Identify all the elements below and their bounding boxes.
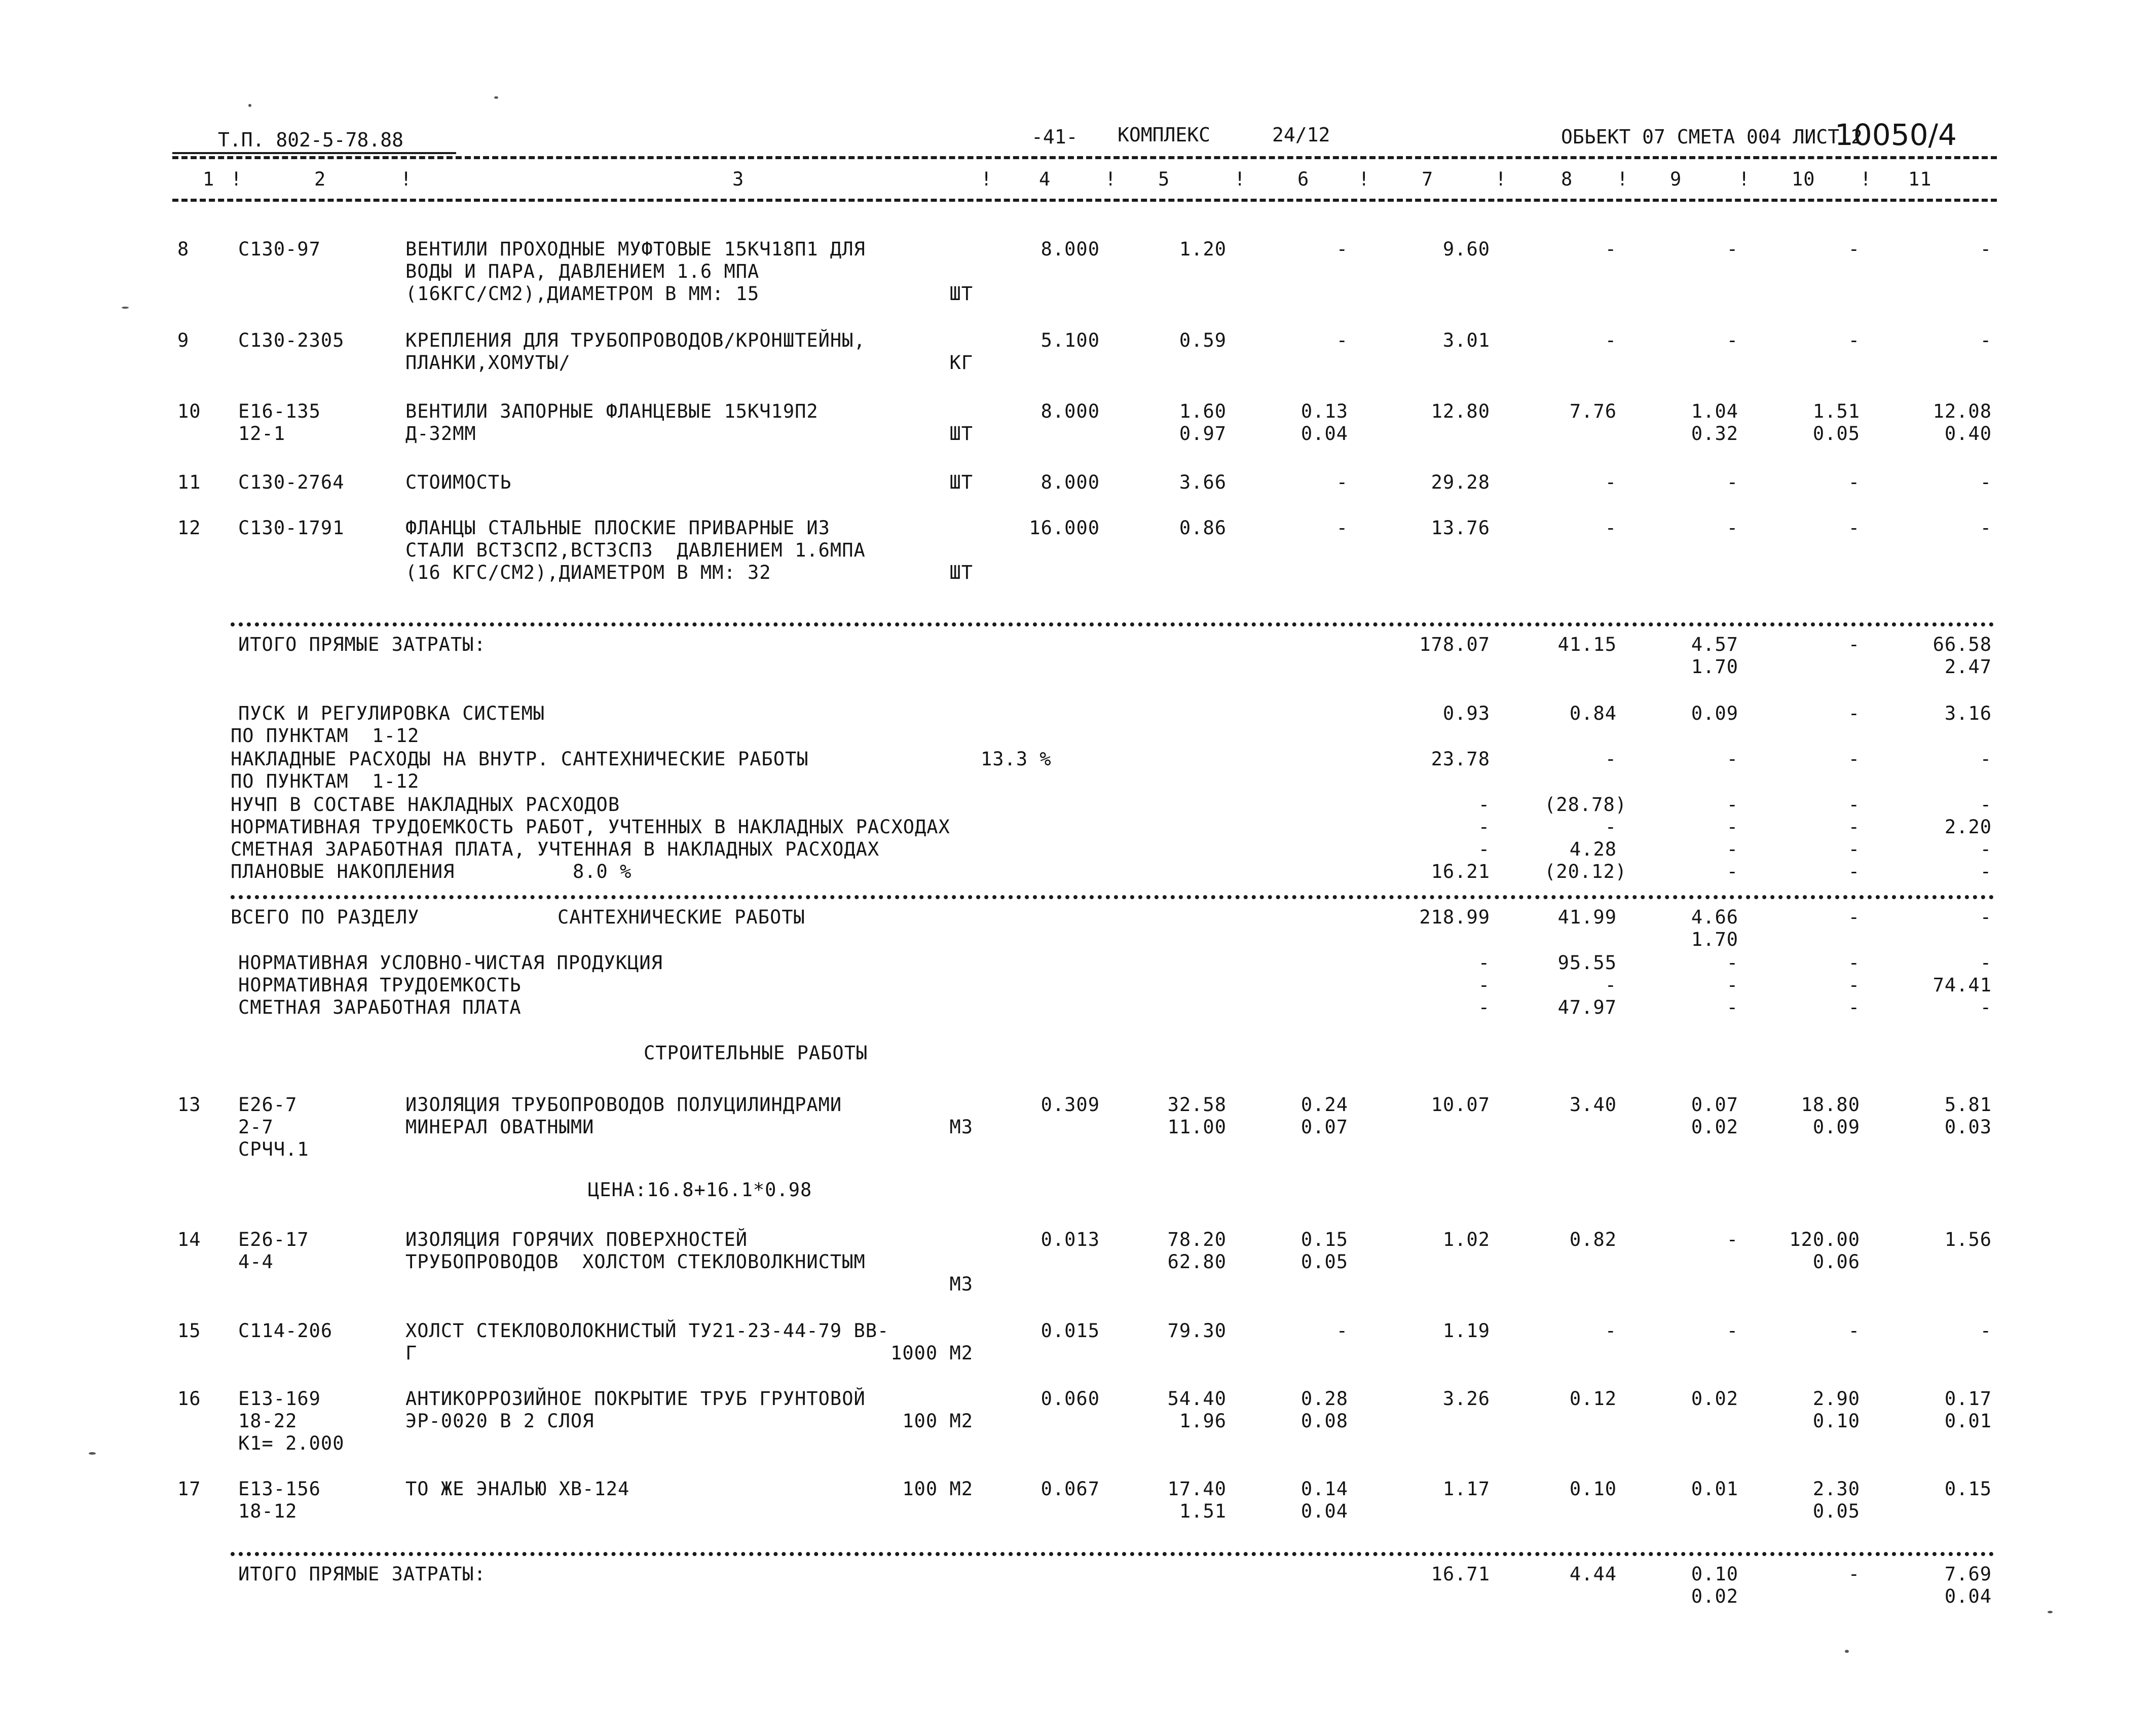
item-quantity: 8.000: [1041, 400, 1100, 422]
item-c10: 1.51: [1812, 400, 1860, 422]
price-note: ЦЕНА:16.8+16.1*0.98: [588, 1179, 812, 1201]
totals2-c9b: 0.02: [1691, 1585, 1738, 1607]
doc-code-underline: [172, 152, 456, 154]
item-c6: 0.08: [1301, 1410, 1348, 1432]
item-c10: 0.05: [1812, 1500, 1860, 1522]
item-c6: 0.24: [1301, 1094, 1348, 1116]
item-description: ВЕНТИЛИ ЗАПОРНЫЕ ФЛАНЦЕВЫЕ 15КЧ19П2: [405, 400, 819, 422]
col-header-5: 5: [1158, 168, 1170, 190]
item-c11: 0.17: [1944, 1388, 1992, 1410]
object-label: ОБЬЕКТ 07 СМЕТА 004 ЛИСТ 2: [1561, 126, 1863, 148]
item-code: 18-12: [238, 1500, 298, 1522]
section-total-c9a: 4.66: [1691, 906, 1738, 928]
totals2-c10: -: [1848, 1563, 1860, 1585]
section-total-c11: -: [1980, 906, 1992, 928]
item-c7: 1.19: [1442, 1320, 1490, 1342]
totals2-c9a: 0.10: [1691, 1563, 1738, 1585]
item-c8: 7.76: [1569, 400, 1617, 422]
norm-prod-c9: -: [1726, 952, 1738, 974]
item-c10: 0.05: [1812, 423, 1860, 445]
item-c8: -: [1605, 1320, 1617, 1342]
col-separators: !: [231, 168, 243, 190]
wage-oh-c9: -: [1726, 838, 1738, 860]
item-c5: 1.51: [1179, 1500, 1227, 1522]
item-c8: -: [1605, 471, 1617, 493]
item-c9: -: [1726, 1320, 1738, 1342]
item-c5: 0.59: [1179, 329, 1227, 351]
overhead-c11: -: [1980, 748, 1992, 770]
norm-labor-c9: -: [1726, 974, 1738, 996]
item-quantity: 8.000: [1041, 471, 1100, 493]
item-c8: -: [1605, 329, 1617, 351]
savings-c11: -: [1980, 861, 1992, 882]
item-c11: 1.56: [1944, 1229, 1992, 1250]
item-description: ТРУБОПРОВОДОВ ХОЛСТОМ СТЕКЛОВОЛКНИСТЫМ: [405, 1251, 866, 1273]
wage-oh-c10: -: [1848, 838, 1860, 860]
item-c5: 62.80: [1167, 1251, 1227, 1273]
item-description: ИЗОЛЯЦИЯ ГОРЯЧИХ ПОВЕРХНОСТЕЙ: [405, 1229, 748, 1250]
item-number: 12: [177, 517, 201, 539]
item-c9: 0.32: [1691, 423, 1738, 445]
doc-code: Т.П. 802-5-78.88: [218, 129, 404, 151]
item-code: СРЧЧ.1: [238, 1138, 309, 1160]
item-quantity: 8.000: [1041, 238, 1100, 260]
item-code: 18-22: [238, 1410, 298, 1432]
item-description: ФЛАНЦЫ СТАЛЬНЫЕ ПЛОСКИЕ ПРИВАРНЫЕ ИЗ: [405, 517, 830, 539]
totals2-c11b: 0.04: [1944, 1585, 1992, 1607]
col-header-4: 4: [1039, 168, 1051, 190]
section-total-c10: -: [1848, 906, 1860, 928]
col-separators: !: [1860, 168, 1872, 190]
item-c10: 2.90: [1812, 1388, 1860, 1410]
item-c6: -: [1336, 517, 1348, 539]
wage-oh-c7: -: [1478, 838, 1490, 860]
item-c11: 0.03: [1944, 1116, 1992, 1138]
item-c9: -: [1726, 1229, 1738, 1250]
col-separators: !: [1105, 168, 1117, 190]
savings-c9: -: [1726, 861, 1738, 882]
overhead-label: НАКЛАДНЫЕ РАСХОДЫ НА ВНУТР. САНТЕХНИЧЕСКИЕ РАБОТЫ: [231, 748, 809, 770]
item-quantity: 0.067: [1041, 1478, 1100, 1500]
item-c5: 0.86: [1179, 517, 1227, 539]
pusk-c8: 0.84: [1569, 703, 1617, 724]
scan-speck: [1845, 1650, 1849, 1653]
item-number: 16: [177, 1388, 201, 1410]
item-c5: 54.40: [1167, 1388, 1227, 1410]
item-code: С130-2305: [238, 329, 345, 351]
item-c6: 0.05: [1301, 1251, 1348, 1273]
item-c5: 1.20: [1179, 238, 1227, 260]
totals1-c7: 178.07: [1419, 634, 1490, 655]
item-c8: 0.12: [1569, 1388, 1617, 1410]
rule-top: [172, 156, 1997, 159]
item-quantity: 0.309: [1041, 1094, 1100, 1116]
item-quantity: 0.013: [1041, 1229, 1100, 1250]
item-c9: 0.01: [1691, 1478, 1738, 1500]
item-c6: 0.04: [1301, 423, 1348, 445]
item-description: ЭР-0020 В 2 СЛОЯ: [405, 1410, 595, 1432]
item-quantity: 5.100: [1041, 329, 1100, 351]
norm-labor-c8: -: [1605, 974, 1617, 996]
norm-wage-c10: -: [1848, 996, 1860, 1018]
item-unit: 100 М2: [902, 1478, 973, 1500]
item-number: 10: [177, 400, 201, 422]
item-c10: 2.30: [1812, 1478, 1860, 1500]
item-c9: -: [1726, 517, 1738, 539]
complex-code: 24/12: [1272, 124, 1330, 146]
section2-title: СТРОИТЕЛЬНЫЕ РАБОТЫ: [644, 1042, 868, 1064]
item-c6: -: [1336, 1320, 1348, 1342]
item-unit: ШТ: [949, 423, 973, 445]
norm-labor-c7: -: [1478, 974, 1490, 996]
col-header-2: 2: [314, 168, 326, 190]
labor-oh-c8: -: [1605, 816, 1617, 838]
col-header-3: 3: [732, 168, 745, 190]
item-description: СТОИМОСТЬ: [405, 471, 512, 493]
item-number: 11: [177, 471, 201, 493]
item-code: С130-1791: [238, 517, 345, 539]
wage-oh-label: СМЕТНАЯ ЗАРАБОТНАЯ ПЛАТА, УЧТЕННАЯ В НАКЛАДНЫХ РАСХОДАХ: [231, 838, 880, 860]
overhead-pct: 13.3 %: [981, 748, 1052, 770]
item-number: 15: [177, 1320, 201, 1342]
item-c6: -: [1336, 238, 1348, 260]
item-c7: 3.26: [1442, 1388, 1490, 1410]
dotted-separator: [231, 622, 1994, 626]
col-separators: !: [1234, 168, 1246, 190]
norm-prod-c7: -: [1478, 952, 1490, 974]
pusk-c11: 3.16: [1944, 703, 1992, 724]
item-c7: 12.80: [1431, 400, 1490, 422]
totals2-label: ИТОГО ПРЯМЫЕ ЗАТРАТЫ:: [238, 1563, 486, 1585]
item-description: (16 КГС/СМ2),ДИАМЕТРОМ В ММ: 32: [405, 562, 771, 583]
scan-speck: [122, 307, 129, 309]
item-c6: 0.14: [1301, 1478, 1348, 1500]
item-description: ХОЛСТ СТЕКЛОВОЛОКНИСТЫЙ ТУ21-23-44-79 ВВ-: [405, 1320, 889, 1342]
col-header-10: 10: [1792, 168, 1815, 190]
col-header-1: 1: [203, 168, 215, 190]
col-header-9: 9: [1670, 168, 1682, 190]
pusk-c10: -: [1848, 703, 1860, 724]
nuchp-c9: -: [1726, 794, 1738, 816]
savings-c10: -: [1848, 861, 1860, 882]
item-code: Е26-7: [238, 1094, 298, 1116]
item-c5: 79.30: [1167, 1320, 1227, 1342]
item-number: 17: [177, 1478, 201, 1500]
item-c6: -: [1336, 471, 1348, 493]
totals1-label: ИТОГО ПРЯМЫЕ ЗАТРАТЫ:: [238, 634, 486, 655]
item-c11: 0.01: [1944, 1410, 1992, 1432]
norm-labor-label: НОРМАТИВНАЯ ТРУДОЕМКОСТЬ: [238, 974, 522, 996]
col-header-8: 8: [1561, 168, 1573, 190]
col-header-7: 7: [1422, 168, 1434, 190]
item-c10: 0.10: [1812, 1410, 1860, 1432]
item-code: С114-206: [238, 1320, 333, 1342]
item-c5: 0.97: [1179, 423, 1227, 445]
item-c6: 0.04: [1301, 1500, 1348, 1522]
item-c9: 1.04: [1691, 400, 1738, 422]
overhead-c8: -: [1605, 748, 1617, 770]
wage-oh-c11: -: [1980, 838, 1992, 860]
item-c11: 0.40: [1944, 423, 1992, 445]
item-c9: 0.02: [1691, 1388, 1738, 1410]
item-quantity: 0.015: [1041, 1320, 1100, 1342]
item-code: Е13-156: [238, 1478, 321, 1500]
scan-speck: [89, 1452, 96, 1455]
labor-oh-label: НОРМАТИВНАЯ ТРУДОЕМКОСТЬ РАБОТ, УЧТЕННЫХ В НАКЛАДНЫХ РАСХОДАХ: [231, 816, 950, 838]
savings-c8: (20.12): [1544, 861, 1627, 882]
col-separators: !: [981, 168, 993, 190]
item-description: ИЗОЛЯЦИЯ ТРУБОПРОВОДОВ ПОЛУЦИЛИНДРАМИ: [405, 1094, 842, 1116]
norm-labor-c10: -: [1848, 974, 1860, 996]
item-code: 4-4: [238, 1251, 274, 1273]
item-c11: 5.81: [1944, 1094, 1992, 1116]
col-separators: !: [1495, 168, 1507, 190]
item-number: 8: [177, 238, 190, 260]
item-c8: -: [1605, 517, 1617, 539]
item-number: 9: [177, 329, 190, 351]
rule-header-bottom: [172, 199, 1997, 202]
item-description: КРЕПЛЕНИЯ ДЛЯ ТРУБОПРОВОДОВ/КРОНШТЕЙНЫ,: [405, 329, 866, 351]
section-total-label: ВСЕГО ПО РАЗДЕЛУ: [231, 906, 420, 928]
item-c10: -: [1848, 329, 1860, 351]
nuchp-c7: -: [1478, 794, 1490, 816]
wage-oh-c8: 4.28: [1569, 838, 1617, 860]
totals1-c9b: 1.70: [1691, 656, 1738, 678]
totals1-c11b: 2.47: [1944, 656, 1992, 678]
col-header-6: 6: [1297, 168, 1310, 190]
nuchp-label: НУЧП В СОСТАВЕ НАКЛАДНЫХ РАСХОДОВ: [231, 794, 620, 816]
item-number: 13: [177, 1094, 201, 1116]
norm-prod-c11: -: [1980, 952, 1992, 974]
norm-wage-c8: 47.97: [1557, 996, 1617, 1018]
norm-wage-c9: -: [1726, 996, 1738, 1018]
norm-wage-c11: -: [1980, 996, 1992, 1018]
labor-oh-c7: -: [1478, 816, 1490, 838]
item-c8: 0.10: [1569, 1478, 1617, 1500]
item-c10: 18.80: [1801, 1094, 1860, 1116]
item-quantity: 0.060: [1041, 1388, 1100, 1410]
dotted-separator: [231, 1552, 1994, 1556]
totals2-c11a: 7.69: [1944, 1563, 1992, 1585]
nuchp-c10: -: [1848, 794, 1860, 816]
overhead-c7: 23.78: [1431, 748, 1490, 770]
item-unit: ШТ: [949, 283, 973, 305]
item-c8: -: [1605, 238, 1617, 260]
item-unit: ШТ: [949, 471, 973, 493]
item-c10: -: [1848, 517, 1860, 539]
item-code: 2-7: [238, 1116, 274, 1138]
item-c7: 1.17: [1442, 1478, 1490, 1500]
item-c10: 120.00: [1789, 1229, 1860, 1250]
item-c9: -: [1726, 238, 1738, 260]
scan-speck: [2048, 1611, 2053, 1613]
item-c7: 29.28: [1431, 471, 1490, 493]
item-code: С130-97: [238, 238, 321, 260]
item-description: АНТИКОРРОЗИЙНОЕ ПОКРЫТИЕ ТРУБ ГРУНТОВОЙ: [405, 1388, 866, 1410]
item-c11: -: [1980, 238, 1992, 260]
item-c5: 1.60: [1179, 400, 1227, 422]
item-unit: 1000 М2: [890, 1342, 973, 1364]
section-total-c9b: 1.70: [1691, 929, 1738, 950]
item-description: СТАЛИ ВСТ3СП2,ВСТ3СП3 ДАВЛЕНИЕМ 1.6МПА: [405, 539, 866, 561]
col-separators: !: [400, 168, 413, 190]
page-label: -41-: [1031, 126, 1078, 148]
totals2-c7: 16.71: [1431, 1563, 1490, 1585]
item-c11: -: [1980, 517, 1992, 539]
item-description: Г: [405, 1342, 418, 1364]
item-c9: -: [1726, 329, 1738, 351]
item-c5: 11.00: [1167, 1116, 1227, 1138]
item-code: Е16-135: [238, 400, 321, 422]
dotted-separator: [231, 895, 1994, 899]
section-total-c7: 218.99: [1419, 906, 1490, 928]
pusk-label: ПУСК И РЕГУЛИРОВКА СИСТЕМЫ: [238, 703, 545, 724]
item-description: ВОДЫ И ПАРА, ДАВЛЕНИЕМ 1.6 МПА: [405, 261, 760, 282]
item-code: К1= 2.000: [238, 1432, 345, 1454]
item-c6: 0.28: [1301, 1388, 1348, 1410]
item-c5: 32.58: [1167, 1094, 1227, 1116]
pusk-c9: 0.09: [1691, 703, 1738, 724]
overhead-points: ПО ПУНКТАМ 1-12: [231, 770, 420, 792]
norm-prod-label: НОРМАТИВНАЯ УСЛОВНО-ЧИСТАЯ ПРОДУКЦИЯ: [238, 952, 663, 974]
item-c7: 13.76: [1431, 517, 1490, 539]
savings-c7: 16.21: [1431, 861, 1490, 882]
labor-oh-c11: 2.20: [1944, 816, 1992, 838]
item-c7: 9.60: [1442, 238, 1490, 260]
item-c5: 3.66: [1179, 471, 1227, 493]
item-c5: 1.96: [1179, 1410, 1227, 1432]
col-separators: !: [1358, 168, 1370, 190]
item-c11: 12.08: [1933, 400, 1992, 422]
totals1-c8: 41.15: [1557, 634, 1617, 655]
item-c6: 0.07: [1301, 1116, 1348, 1138]
item-c8: 0.82: [1569, 1229, 1617, 1250]
item-unit: ШТ: [949, 562, 973, 583]
norm-wage-c7: -: [1478, 996, 1490, 1018]
item-c10: 0.09: [1812, 1116, 1860, 1138]
item-c10: 0.06: [1812, 1251, 1860, 1273]
item-c5: 17.40: [1167, 1478, 1227, 1500]
nuchp-c11: -: [1980, 794, 1992, 816]
norm-labor-c11: 74.41: [1933, 974, 1992, 996]
item-c8: 3.40: [1569, 1094, 1617, 1116]
savings-pct: 8.0 %: [573, 861, 632, 882]
item-c11: -: [1980, 1320, 1992, 1342]
norm-prod-c10: -: [1848, 952, 1860, 974]
item-c10: -: [1848, 1320, 1860, 1342]
section-total-c8: 41.99: [1557, 906, 1617, 928]
overhead-c10: -: [1848, 748, 1860, 770]
item-c7: 1.02: [1442, 1229, 1490, 1250]
section-total-name: САНТЕХНИЧЕСКИЕ РАБОТЫ: [558, 906, 805, 928]
item-c5: 78.20: [1167, 1229, 1227, 1250]
item-c11: 0.15: [1944, 1478, 1992, 1500]
item-quantity: 16.000: [1029, 517, 1100, 539]
item-description: ТО ЖЕ ЭНАЛЬЮ ХВ-124: [405, 1478, 630, 1500]
col-separators: !: [1617, 168, 1629, 190]
norm-wage-label: СМЕТНАЯ ЗАРАБОТНАЯ ПЛАТА: [238, 996, 522, 1018]
complex-label: КОМПЛЕКС: [1118, 124, 1211, 146]
scan-speck: [248, 104, 251, 107]
item-c10: -: [1848, 471, 1860, 493]
item-c7: 3.01: [1442, 329, 1490, 351]
item-code: Е13-169: [238, 1388, 321, 1410]
sheet-number: 10050/4: [1835, 118, 1957, 152]
totals1-c9a: 4.57: [1691, 634, 1738, 655]
item-description: (16КГС/СМ2),ДИАМЕТРОМ В ММ: 15: [405, 283, 760, 305]
totals2-c8: 4.44: [1569, 1563, 1617, 1585]
col-header-11: 11: [1908, 168, 1932, 190]
labor-oh-c9: -: [1726, 816, 1738, 838]
overhead-c9: -: [1726, 748, 1738, 770]
item-c11: -: [1980, 471, 1992, 493]
col-separators: !: [1738, 168, 1751, 190]
item-unit: КГ: [949, 352, 973, 374]
pusk-c7: 0.93: [1442, 703, 1490, 724]
item-number: 14: [177, 1229, 201, 1250]
item-c6: -: [1336, 329, 1348, 351]
savings-label: ПЛАНОВЫЕ НАКОПЛЕНИЯ: [231, 861, 455, 882]
nuchp-c8: (28.78): [1544, 794, 1627, 816]
item-c9: -: [1726, 471, 1738, 493]
item-description: ПЛАНКИ,ХОМУТЫ/: [405, 352, 571, 374]
item-c9: 0.07: [1691, 1094, 1738, 1116]
item-description: Д-32ММ: [405, 423, 476, 445]
item-description: МИНЕРАЛ ОВАТНЫМИ: [405, 1116, 595, 1138]
labor-oh-c10: -: [1848, 816, 1860, 838]
item-c11: -: [1980, 329, 1992, 351]
totals1-c11a: 66.58: [1933, 634, 1992, 655]
item-code: Е26-17: [238, 1229, 309, 1250]
item-code: С130-2764: [238, 471, 345, 493]
item-unit: М3: [949, 1116, 973, 1138]
scan-speck: [494, 96, 498, 99]
totals1-c10: -: [1848, 634, 1860, 655]
item-code: 12-1: [238, 423, 286, 445]
item-c6: 0.13: [1301, 400, 1348, 422]
item-unit: 100 М2: [902, 1410, 973, 1432]
item-unit: М3: [949, 1273, 973, 1295]
norm-prod-c8: 95.55: [1557, 952, 1617, 974]
item-c10: -: [1848, 238, 1860, 260]
item-c6: 0.15: [1301, 1229, 1348, 1250]
item-c7: 10.07: [1431, 1094, 1490, 1116]
item-c9: 0.02: [1691, 1116, 1738, 1138]
pusk-points: ПО ПУНКТАМ 1-12: [231, 725, 420, 747]
item-description: ВЕНТИЛИ ПРОХОДНЫЕ МУФТОВЫЕ 15КЧ18П1 ДЛЯ: [405, 238, 866, 260]
